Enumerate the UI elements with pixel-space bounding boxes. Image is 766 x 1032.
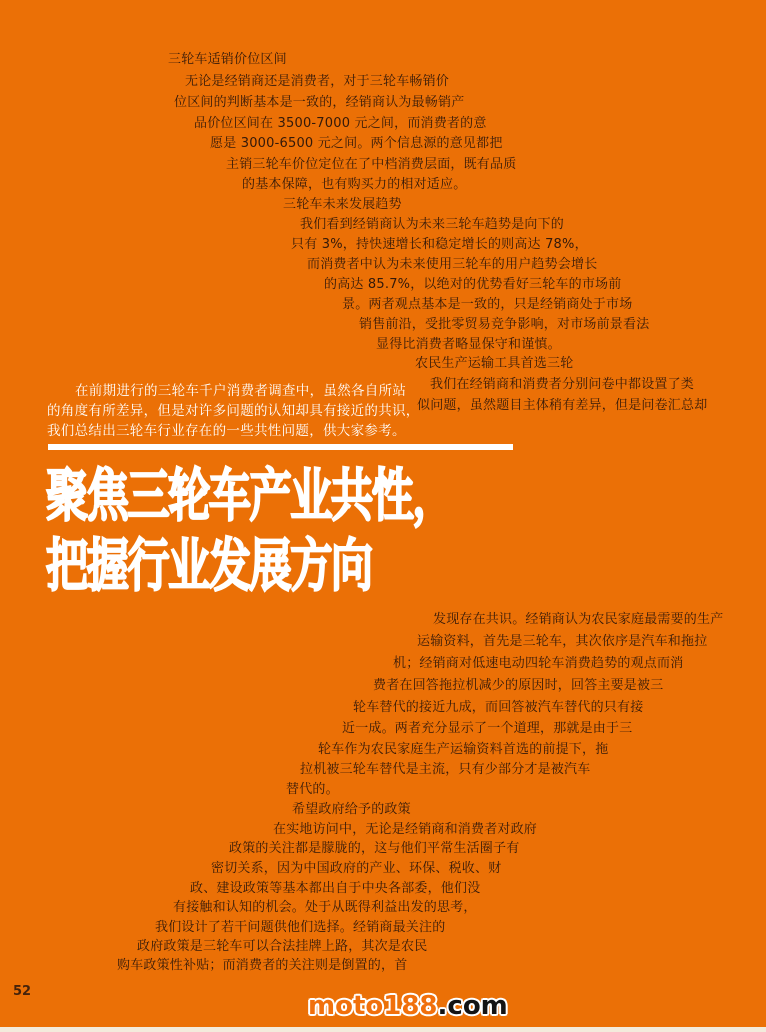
body-line: 拉机被三轮车替代是主流，只有少部分才是被汽车 [300,762,591,777]
body-line: 我们在经销商和消费者分别问卷中都设置了类 [430,377,695,392]
intro-paragraph-line: 我们总结出三轮车行业存在的一些共性问题，供大家参考。 [47,423,406,439]
logo-suffix-text: .com [437,991,508,1021]
section-heading-policy: 希望政府给予的政策 [292,802,411,817]
intro-paragraph-line: 的角度有所差异，但是对许多问题的认知却具有接近的共识， [47,403,420,419]
body-line: 品价位区间在 3500-7000 元之间，而消费者的意 [194,116,487,131]
body-line: 我们看到经销商认为未来三轮车趋势是向下的 [300,217,565,232]
section-heading-price-range: 三轮车适销价位区间 [168,52,287,67]
page-edge-strip [0,1027,766,1032]
body-line: 发现存在共识。经销商认为农民家庭最需要的生产 [433,612,724,627]
section-heading-farmer-tool: 农民生产运输工具首选三轮 [415,356,574,371]
page-title-line-2: 把握行业发展方向 [46,533,372,599]
section-heading-future-trend: 三轮车未来发展趋势 [283,197,402,212]
body-line: 政府政策是三轮车可以合法挂牌上路，其次是农民 [137,939,428,954]
body-line: 替代的。 [286,782,339,797]
body-line: 政、建设政策等基本都出自于中央各部委，他们没 [190,881,481,896]
body-line: 政策的关注都是朦胧的，这与他们平常生活圈子有 [229,841,520,856]
body-line: 轮车作为农民家庭生产运输资料首选的前提下，拖 [318,742,609,757]
body-line: 购车政策性补贴；而消费者的关注则是倒置的，首 [117,958,408,973]
body-line: 运输资料，首先是三轮车，其次依序是汽车和拖拉 [417,634,708,649]
body-line: 我们设计了若干问题供他们选择。经销商最关注的 [155,920,446,935]
body-line: 机；经销商对低速电动四轮车消费趋势的观点而消 [393,656,684,671]
body-line: 有接触和认知的机会。处于从既得利益出发的思考， [173,900,477,915]
body-line: 愿是 3000-6500 元之间。两个信息源的意见都把 [210,136,503,151]
body-line: 销售前沿，受批零贸易竞争影响，对市场前景看法 [359,317,650,332]
body-line: 主销三轮车价位定位在了中档消费层面，既有品质 [226,157,517,172]
body-line: 景。两者观点基本是一致的，只是经销商处于市场 [342,297,633,312]
body-line: 轮车替代的接近九成，而回答被汽车替代的只有接 [353,700,644,715]
body-line: 显得比消费者略显保守和谨慎。 [376,337,561,352]
body-line: 密切关系，因为中国政府的产业、环保、税收、财 [211,861,502,876]
page-title-line-1: 聚焦三轮车产业共性， [46,463,453,529]
body-line: 无论是经销商还是消费者，对于三轮车畅销价 [185,74,450,89]
logo-brand-text: moto188 [308,991,438,1021]
page-number: 52 [13,984,32,999]
body-line: 似问题，虽然题目主体稍有差异，但是问卷汇总却 [417,398,708,413]
body-line: 而消费者中认为未来使用三轮车的用户趋势会增长 [307,257,598,272]
intro-paragraph-line: 在前期进行的三轮车千户消费者调查中，虽然各自所站 [75,383,407,399]
body-line: 只有 3%，持快速增长和稳定增长的则高达 78%， [291,237,588,252]
body-line: 的高达 85.7%，以绝对的优势看好三轮车的市场前 [324,277,622,292]
body-line: 费者在回答拖拉机减少的原因时，回答主要是被三 [373,678,664,693]
body-line: 位区间的判断基本是一致的，经销商认为最畅销产 [174,95,465,110]
body-line: 在实地访问中，无论是经销商和消费者对政府 [273,822,538,837]
moto188-logo [308,991,508,1021]
body-line: 的基本保障，也有购买力的相对适应。 [242,177,467,192]
body-line: 近一成。两者充分显示了一个道理，那就是由于三 [342,721,633,736]
